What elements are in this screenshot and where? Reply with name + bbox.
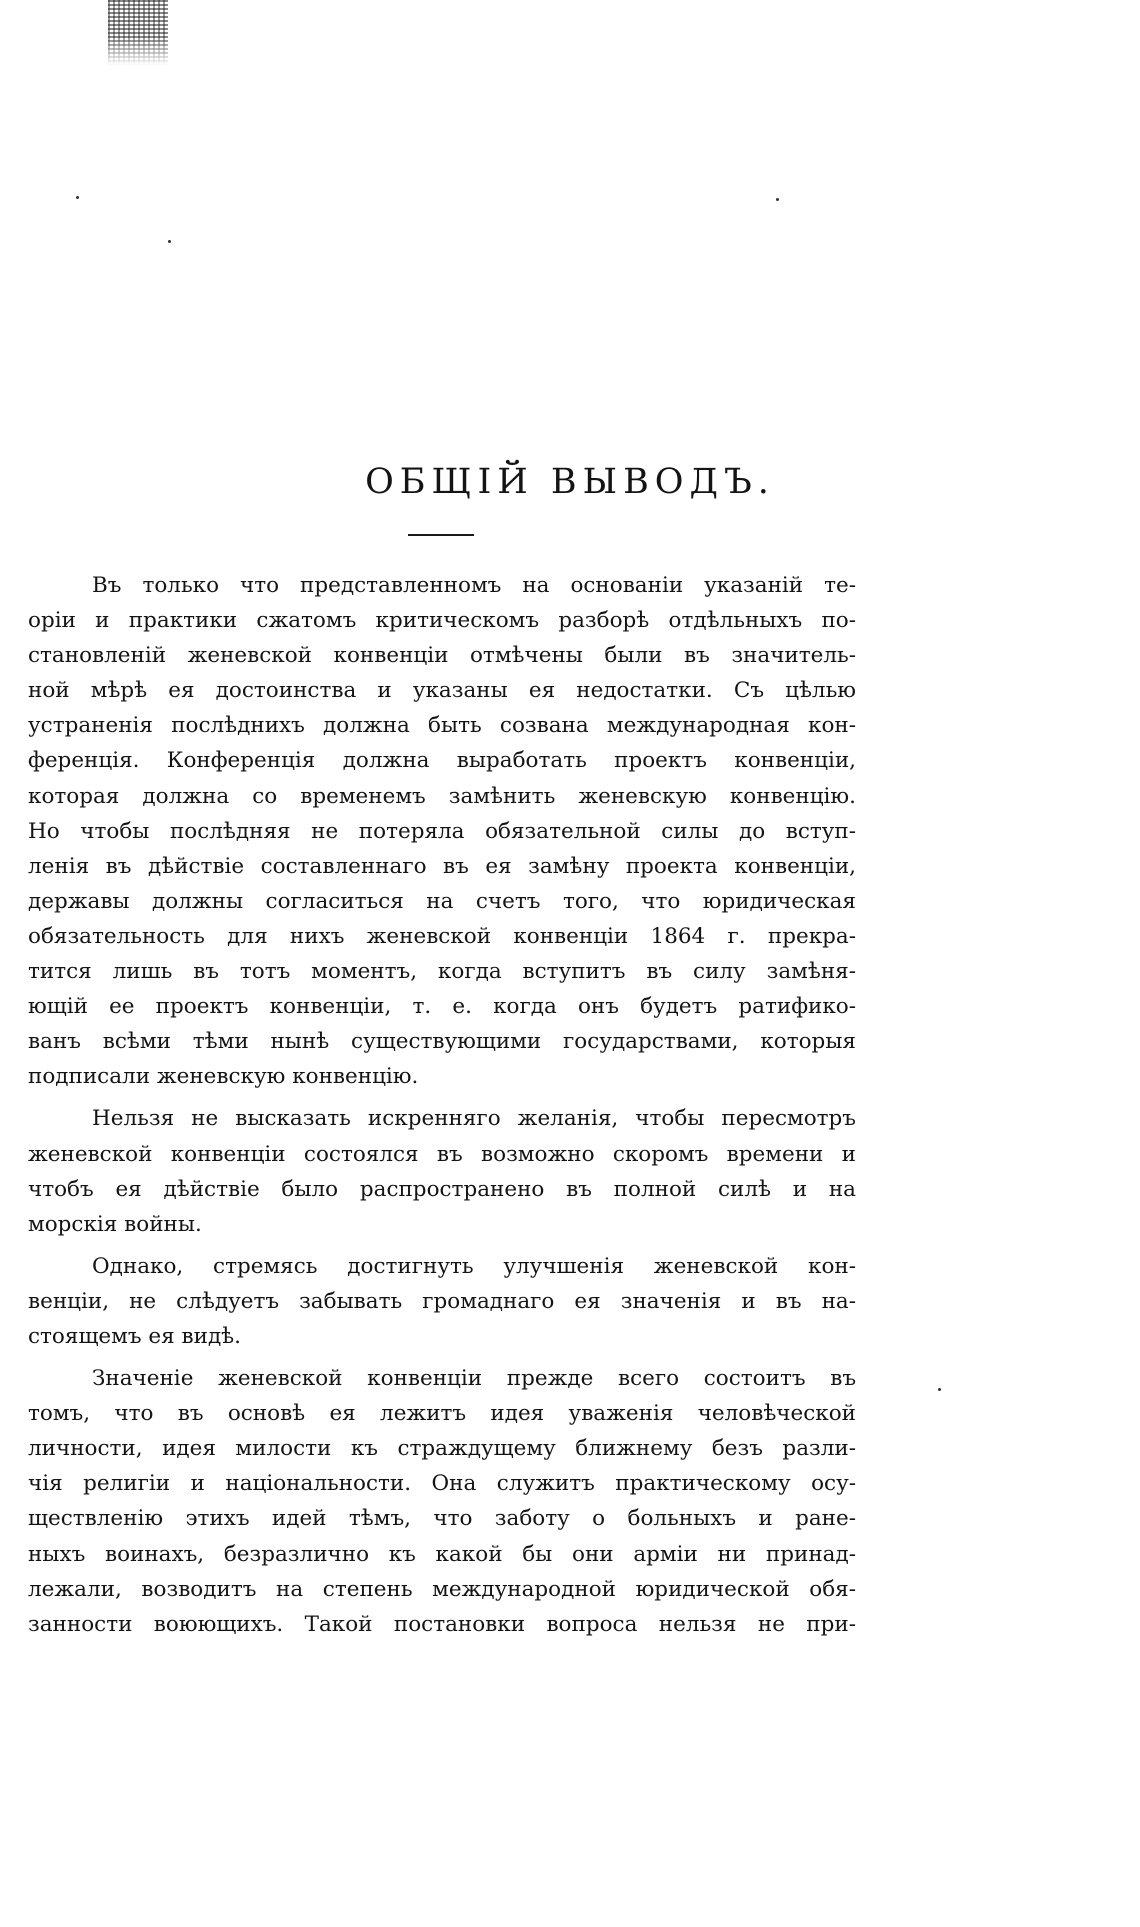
paragraph bbox=[28, 1249, 856, 1354]
text-line: ной мѣрѣ ея достоинства и указаны ея недостатки. Съ цѣлью bbox=[28, 678, 856, 704]
text-line: лежали, возводитъ на степень международной юридической обя- bbox=[28, 1576, 856, 1602]
text-line: оріи и практики сжатомъ критическомъ разборѣ отдѣльныхъ по- bbox=[28, 608, 856, 634]
text-line: ныхъ воинахъ, безразлично къ какой бы они арміи ни принад- bbox=[28, 1541, 856, 1567]
scan-speck bbox=[938, 1388, 941, 1391]
text-line: ленія въ дѣйствіе составленнаго въ ея замѣну проекта конвенціи, bbox=[28, 853, 856, 879]
text-line: ющій ее проектъ конвенціи, т. е. когда онъ будетъ ратифико- bbox=[28, 994, 856, 1020]
text-line: занности воюющихъ. Такой постановки вопроса нельзя не при- bbox=[28, 1611, 856, 1637]
paragraph bbox=[28, 1361, 856, 1642]
text-line: женевской конвенціи состоялся въ возможно скоромъ времени и bbox=[28, 1141, 856, 1167]
text-line: Но чтобы послѣдняя не потеряла обязательной силы до вступ- bbox=[28, 818, 856, 844]
text-line: устраненія послѣднихъ должна быть созвана международная кон- bbox=[28, 713, 856, 739]
scan-speck bbox=[168, 240, 171, 243]
scan-speck bbox=[776, 198, 779, 201]
text-line: становленій женевской конвенціи отмѣчены были въ значитель- bbox=[28, 643, 856, 669]
text-line: подписали женевскую конвенцію. bbox=[28, 1064, 419, 1090]
text-body bbox=[28, 568, 856, 1642]
text-line: которая должна со временемъ замѣнить женевскую конвенцію. bbox=[28, 783, 856, 809]
text-line: Однако, стремясь достигнуть улучшенія женевской кон- bbox=[92, 1253, 856, 1279]
text-line: Нельзя не высказать искренняго желанія, чтобы пересмотръ bbox=[92, 1106, 856, 1132]
paragraph-gap bbox=[28, 1242, 856, 1249]
scan-speck bbox=[76, 196, 79, 199]
text-line: венціи, не слѣдуетъ забывать громаднаго ея значенія и въ на- bbox=[28, 1288, 856, 1314]
text-line: личности, идея милости къ страждущему ближнему безъ разли- bbox=[28, 1436, 856, 1462]
text-line: чія религіи и національности. Она служитъ практическому осу- bbox=[28, 1471, 856, 1497]
text-line: державы должны согласиться на счетъ того, что юридическая bbox=[28, 888, 856, 914]
scan-artifact bbox=[108, 0, 168, 66]
paragraph bbox=[28, 1101, 856, 1241]
text-line: морскія войны. bbox=[28, 1211, 202, 1237]
text-line: стоящемъ ея видѣ. bbox=[28, 1323, 241, 1349]
paragraph bbox=[28, 568, 856, 1094]
text-line: ванъ всѣми тѣми нынѣ существующими государствами, которыя bbox=[28, 1029, 856, 1055]
text-line: Значеніе женевской конвенціи прежде всего состоитъ въ bbox=[92, 1366, 856, 1392]
text-line: Въ только что представленномъ на основаніи указаній те- bbox=[92, 573, 856, 598]
text-line: обязательность для нихъ женевской конвенціи 1864 г. прекра- bbox=[28, 923, 856, 949]
paragraph-gap bbox=[28, 1354, 856, 1361]
title-rule bbox=[408, 534, 474, 536]
text-line: чтобъ ея дѣйствіе было распространено въ полной силѣ и на bbox=[28, 1176, 856, 1202]
text-line: ществленію этихъ идей тѣмъ, что заботу о больныхъ и ране- bbox=[28, 1506, 856, 1532]
text-line: тится лишь въ тотъ моментъ, когда вступитъ въ силу замѣня- bbox=[28, 959, 856, 985]
page-title: ОБЩІЙ ВЫВОДЪ. bbox=[365, 462, 775, 502]
text-line: томъ, что въ основѣ ея лежитъ идея уваженія человѣческой bbox=[28, 1401, 856, 1427]
paragraph-gap bbox=[28, 1094, 856, 1101]
text-line: ференція. Конференція должна выработать проектъ конвенціи, bbox=[28, 748, 856, 774]
